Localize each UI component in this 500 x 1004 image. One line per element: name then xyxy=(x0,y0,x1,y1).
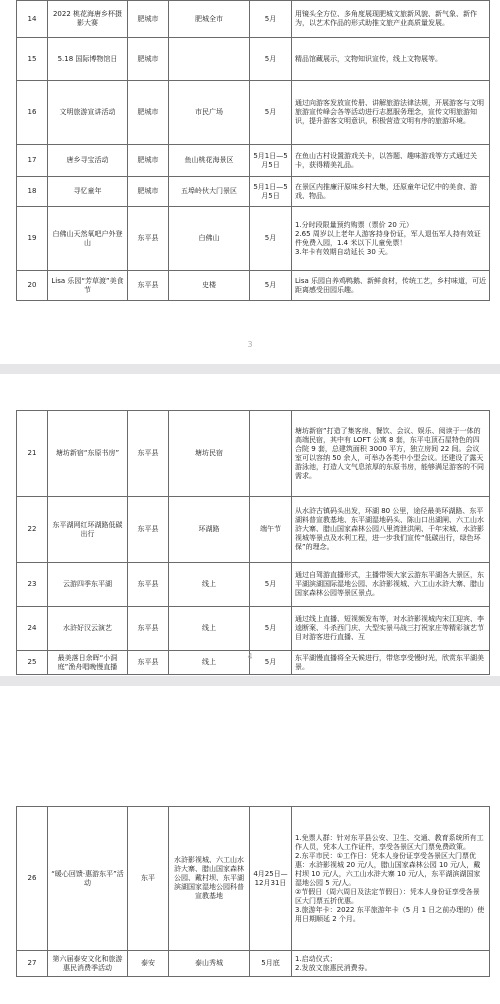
event-time: 5月 xyxy=(250,563,292,607)
county: 肥城市 xyxy=(128,177,169,207)
row-number: 25 xyxy=(17,651,48,675)
description-line: ②节假日（周六周日及法定节假日）：凭本人身份证享受各景区大门票五折优惠。 xyxy=(295,887,480,905)
event-description: 精品馆藏展示，文物知识宣传，线上文物展等。 xyxy=(292,38,490,81)
event-name: Lisa 乐园“芳草渡”美食节 xyxy=(48,271,128,301)
event-description: 用镜头全方位、多角度展现肥城文旅新风貌、新气象、新作为，以艺术作品的形式助推文旅产业高质量发展。 xyxy=(292,1,490,38)
venue: 市民广场 xyxy=(169,81,250,145)
row-number: 16 xyxy=(17,81,48,145)
event-name: 寻忆童年 xyxy=(48,177,128,207)
event-name: 第六届泰安文化和旅游惠民消费季活动 xyxy=(48,951,128,977)
county: 肥城市 xyxy=(128,1,169,38)
event-name: 塘坊新宿“东原书房” xyxy=(48,411,128,497)
table-row xyxy=(17,563,490,607)
row-number: 27 xyxy=(17,951,48,977)
event-description xyxy=(292,207,490,271)
event-name: 白佛山天然氧吧户外登山 xyxy=(48,207,128,271)
document-page xyxy=(0,686,500,1004)
event-time xyxy=(250,411,292,497)
event-description: 在景区内推廉汗原味乡村大集，还原童年记忆中的美食、游戏、物品。 xyxy=(292,177,490,207)
venue: 水浒影视城、六工山水浒大寨、腊山国家森林公园、戴村坝、东平湖滨湖国家湿地公园科普宣教基地 xyxy=(169,807,250,951)
venue: 线上 xyxy=(169,651,250,675)
event-description: 通过向游客发放宣传册、讲解旅游法律法规，开展游客与文明旅游宣传峰会各等活动进行志愿服务理念，宣传文明旅游知识，提升游客文明意识，积极营造文明有序的旅游环境。 xyxy=(292,81,490,145)
document-page xyxy=(0,374,500,676)
county: 东平县 xyxy=(128,651,169,675)
venue: 五埠岭伙大门景区 xyxy=(169,177,250,207)
page-separator xyxy=(0,364,500,374)
row-number: 17 xyxy=(17,145,48,177)
event-description: 东平湖慢直播将全天候进行，带您享受慢时光，欣赏东平湖美景。 xyxy=(292,651,490,675)
county: 肥城市 xyxy=(128,38,169,81)
venue: 环湖路 xyxy=(169,497,250,563)
event-name: 文明旅游宣讲活动 xyxy=(48,81,128,145)
event-time: 5月 xyxy=(250,38,292,81)
event-time: 4月25日—12月31日 xyxy=(250,807,292,951)
table-row xyxy=(17,207,490,271)
page-number: 4 xyxy=(247,652,253,661)
county: 东平县 xyxy=(128,271,169,301)
venue: 肥城全市 xyxy=(169,1,250,38)
venue: 鱼山桃花海景区 xyxy=(169,145,250,177)
page-number: 3 xyxy=(247,340,253,349)
venue: 白佛山 xyxy=(169,207,250,271)
event-time: 5月 xyxy=(250,207,292,271)
description-line: 2.65 周岁以上老年人游客持身份证，军人退伍军人持有效证件免费入园，1.4 米以下儿童免票！ xyxy=(295,229,481,247)
table-row xyxy=(17,177,490,207)
description-line: 1.免票人群：针对东平县公安、卫生、交通、教育系统所有工作人员，凭本人工作证件，享受各景区大门票免费政策。 xyxy=(295,833,484,851)
description-line: 1.启动仪式； xyxy=(295,954,337,963)
description-line: 3.旅游年卡：2022 东平旅游年卡（5 月 1 日之前办理的）使用日期顺延 2 个月。 xyxy=(295,905,485,923)
venue: 线上 xyxy=(169,563,250,607)
event-time: 5月底 xyxy=(250,951,292,977)
row-number: 24 xyxy=(17,607,48,651)
table-row xyxy=(17,38,490,81)
event-name: 唐乡寻宝活动 xyxy=(48,145,128,177)
event-name: 2022 桃花海唐乡杯摄影大赛 xyxy=(48,1,128,38)
venue: 线上 xyxy=(169,607,250,651)
row-number: 22 xyxy=(17,497,48,563)
county: 肥城市 xyxy=(128,81,169,145)
event-description: 通过自驾游直播形式，主播带领大家云游东平湖各大景区，东平湖滨湖国际湿地公园、水浒影视城、六工山水浒大寨、腊山国家森林公园等景区景点。 xyxy=(292,563,490,607)
table-row xyxy=(17,607,490,651)
event-time: 端午节 xyxy=(250,497,292,563)
events-table xyxy=(16,410,490,675)
events-table xyxy=(16,0,490,301)
row-number: 26 xyxy=(17,807,48,951)
row-number: 19 xyxy=(17,207,48,271)
event-time: 5月 xyxy=(250,607,292,651)
description-line: 2.发放文旅惠民消费券。 xyxy=(295,963,372,972)
event-time: 5月 xyxy=(250,271,292,301)
page-separator xyxy=(0,676,500,686)
table-row xyxy=(17,411,490,497)
event-description: 在鱼山古村设置游戏关卡，以答题、趣味游戏等方式通过关卡，获得精美礼品。 xyxy=(292,145,490,177)
county: 东平县 xyxy=(128,497,169,563)
table-row xyxy=(17,145,490,177)
event-description xyxy=(292,951,490,977)
event-description: Lisa 乐园自养鸡鸭鹅、新鲜食材，传统工艺，乡村味道，可近距离感受田园乐趣。 xyxy=(292,271,490,301)
county: 东平县 xyxy=(128,207,169,271)
row-number: 21 xyxy=(17,411,48,497)
row-number: 18 xyxy=(17,177,48,207)
event-description: 通过线上直播、短视频发布等，对水浒影视城内宋江迎宾、李逵断案、斗杀西门庆、大型实景马战三打祝家庄等精彩演艺节目对游客进行直播、互 xyxy=(292,607,490,651)
event-name: 5.18 国际博物馆日 xyxy=(48,38,128,81)
event-time: 5月 xyxy=(250,1,292,38)
county: 东平县 xyxy=(128,563,169,607)
table-row xyxy=(17,497,490,563)
description-line: 1.分时段限量预约购票（票价 20 元） xyxy=(295,220,414,229)
table-row xyxy=(17,1,490,38)
event-name: 东平湖网红环湖路低碳出行 xyxy=(48,497,128,563)
county: 东平 xyxy=(128,807,169,951)
description-line: 3.年卡有效期自动延长 30 天。 xyxy=(295,247,393,256)
event-description: 塘坊新宿”打造了集客房、餐饮、会议、娱乐、阅读于一体的高端民宿，其中有 LOFT 公寓 8 套，东平屯顶石屋特色的四合院 9 套，总建筑面积 3000 平方，独立房间 22 间。会议室可以容纳 50 余人，可举办各类中小型会议。还建设了露天游泳池，打造人文气息浓厚的东原书房，能够满足游客的不同需求。 xyxy=(292,411,490,497)
event-time: 5月 xyxy=(250,651,292,675)
venue: 塘坊民宿 xyxy=(169,411,250,497)
row-number: 20 xyxy=(17,271,48,301)
table-row xyxy=(17,271,490,301)
county: 东平县 xyxy=(128,411,169,497)
event-name: 云游四季东平湖 xyxy=(48,563,128,607)
event-description xyxy=(292,807,490,951)
row-number: 23 xyxy=(17,563,48,607)
county: 东平县 xyxy=(128,607,169,651)
row-number: 14 xyxy=(17,1,48,38)
event-name: 最美落日余晖“小洞庭”渔舟唱晚慢直播 xyxy=(48,651,128,675)
description-line: 2.东平市民：①工作日：凭本人身份证享受各景区大门票优惠：水浒影视城 20 元/人，腊山国家森林公园 10 元/人，戴村坝 10 元/人，六工山水浒大寨 10 元/人，东平湖滨湖国家湿地公园 5 元/人。 xyxy=(295,851,481,887)
event-description: 从水浒古镇码头出发，环湖 80 公里，途径最美环湖路、东平湖料普宣教基地、东平湖湿地码头、陈山口出湖闸、六工山水浒大寨、腊山国家森林公园八里湾泄洪闸、千年宋城、水浒影视城等景点及水利工程，进一步我们宣传“低碳出行，绿色环保”的理念。 xyxy=(292,497,490,563)
county: 泰安 xyxy=(128,951,169,977)
table-row xyxy=(17,951,490,977)
venue xyxy=(169,38,250,81)
table-row xyxy=(17,807,490,951)
document-page xyxy=(0,0,500,364)
event-name: 水浒好汉云演艺 xyxy=(48,607,128,651)
event-name: “暖心回馈·惠游东平”活动 xyxy=(48,807,128,951)
event-time: 5月1日—5月5日 xyxy=(250,145,292,177)
venue: 史楼 xyxy=(169,271,250,301)
event-time: 5月1日—5月5日 xyxy=(250,177,292,207)
row-number: 15 xyxy=(17,38,48,81)
county: 肥城市 xyxy=(128,145,169,177)
event-time: 5月 xyxy=(250,81,292,145)
venue: 泰山秀城 xyxy=(169,951,250,977)
events-table xyxy=(16,806,490,977)
table-row xyxy=(17,81,490,145)
